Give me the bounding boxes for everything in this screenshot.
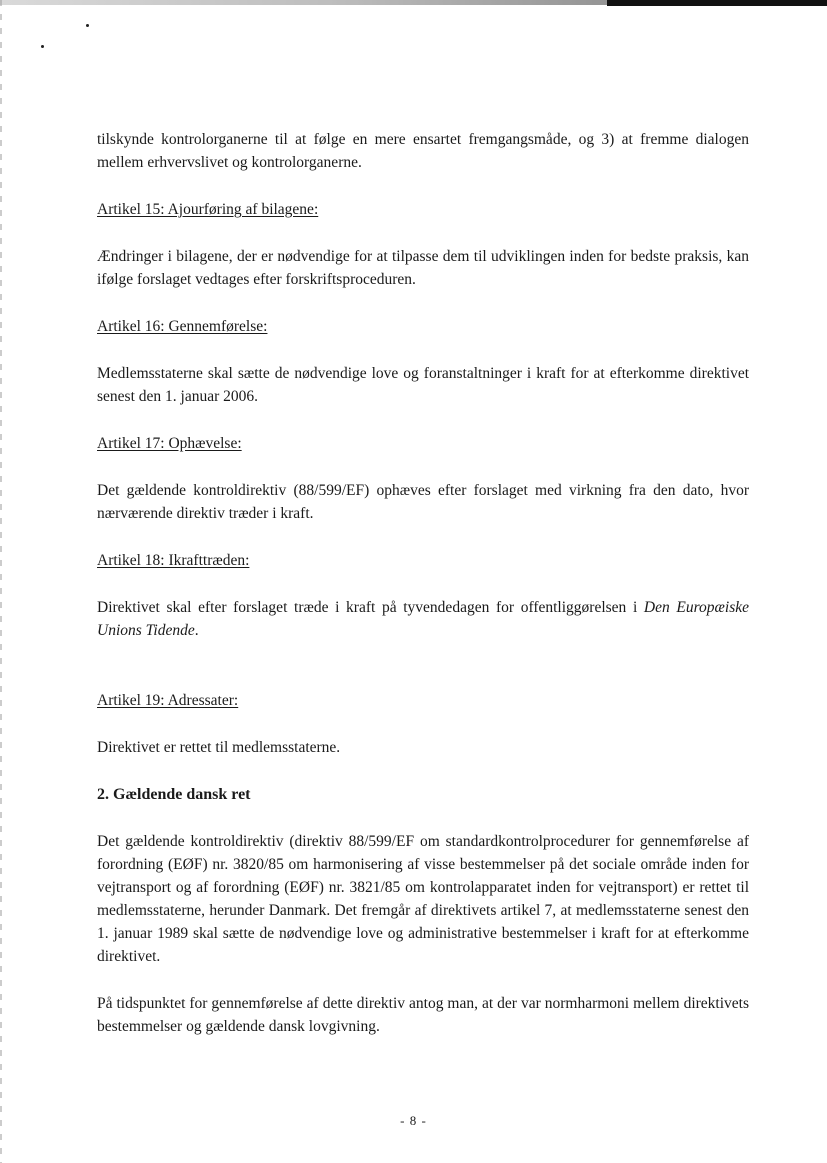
article-15-text: Ændringer i bilagene, der er nødvendige for at tilpasse dem til udviklingen inden for bedste praksis, kan ifølge forslaget vedtages efter forskriftsproceduren. [97, 248, 749, 288]
article-16-heading: Artikel 16: Gennemførelse: [97, 318, 268, 335]
document-page [97, 128, 749, 1038]
article-19-text: Direktivet er rettet til medlemsstaterne. [97, 739, 341, 756]
article-18-heading: Artikel 18: Ikrafttræden: [97, 552, 250, 569]
article-17-text: Det gældende kontroldirektiv (88/599/EF) ophæves efter forslaget med virkning fra den dato, hvor nærværende direktiv træder i kraft. [97, 482, 749, 522]
section-2-paragraph-1: Det gældende kontroldirektiv (direktiv 88/599/EF om standardkontrolprocedurer for gennemførelse af forordning (EØF) nr. 3820/85 om harmonisering af visse bestemmelser på det sociale område inden for vejtransport og af forordning (EØF) nr. 3821/85 om kontrolapparatet inden for vejtransport) er rettet til medlemsstaterne, herunder Danmark. Det fremgår af direktivets artikel 7, at medlemsstaterne senest den 1. januar 1989 skal sætte de nødvendige love og administrative bestemmelser i kraft for at efterkomme direktivet. [97, 833, 749, 965]
journal-title: Den Europæiske Unions Tidende [97, 599, 749, 639]
section-2-title: 2. Gældende dansk ret [97, 786, 251, 803]
section-2-paragraph-2: På tidspunktet for gennemførelse af dette direktiv antog man, at der var normharmoni mellem direktivets bestemmelser og gældende dansk lovgivning. [97, 995, 749, 1035]
article-19-heading: Artikel 19: Adressater: [97, 692, 239, 709]
article-15-heading: Artikel 15: Ajourføring af bilagene: [97, 201, 319, 218]
article-16-text: Medlemsstaterne skal sætte de nødvendige love og foranstaltninger i kraft for at efterkomme direktivet senest den 1. januar 2006. [97, 365, 749, 405]
intro-paragraph: tilskynde kontrolorganerne til at følge en mere ensartet fremgangsmåde, og 3) at fremme dialogen mellem erhvervslivet og kontrolorganerne. [97, 131, 749, 171]
article-18-text: Direktivet skal efter forslaget træde i kraft på tyvendedagen for offentliggørelsen i Den Europæiske Unions Tidende. [97, 599, 749, 639]
article-17-heading: Artikel 17: Ophævelse: [97, 435, 242, 452]
page-number: - 8 - [400, 1113, 427, 1128]
scan-speck [41, 45, 44, 48]
scan-speck [86, 24, 89, 27]
scan-edge-top-dark [607, 0, 827, 6]
scan-edge-left [0, 0, 2, 1163]
